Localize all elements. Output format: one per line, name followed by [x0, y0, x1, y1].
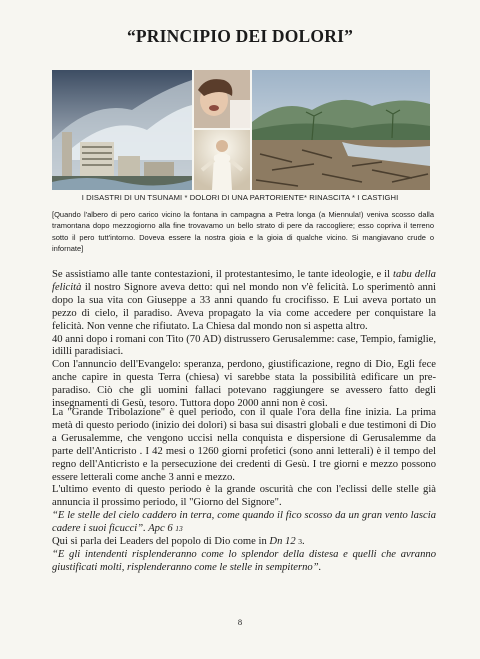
bracketed-note: [Quando l'albero di pero carico vicino la fontana in campagna a Petra longa (a Miennula!) veniva scosso dalla tramontana dopo mezzogiorno alla fine trovavamo un bello strato di pere da raccogliere; esso copriva il terreno sotto il pero tutt'intorno. Doveva essere la nostra gioia e la gioia di qualche vicino. Si mangiavano crude o infornate]: [52, 210, 434, 253]
page-number: 8: [237, 617, 243, 627]
paragraph-6-text: Qui si parla dei Leaders del popolo di Dio come in: [52, 536, 270, 548]
tsunami-photo: [52, 70, 192, 190]
collage-caption: I DISASTRI DI UN TSUNAMI * DOLORI DI UNA PARTORIENTE* RINASCITA * I CASTIGHI: [81, 193, 399, 202]
quote-1-text: “E le stelle del cielo caddero in terra, come quando il fico scosso da un gran vento lascia cadere i suoi ficucci”. Apc 6: [52, 510, 436, 535]
rebirth-photo: [194, 130, 250, 190]
paragraph-4: La "Grande Tribolazione" è quel periodo, con il quale l'ora della fine inizia. La prima metà di questo periodo (inizio dei dolori) si basa sui disastri globali e due testimoni di Dio a Gerusalemme, che vengono uccisi nella conquista e dispersione di Gerusalemme da parte dell'Anticristo . I 42 mesi o 1260 giorni profetici (sono anni letterali) è il tempo del regno dell'Anticristo e la persecuzione dei credenti di Gesù. I tre giorni e mezzo possono essere letterali come anche 3 anni e mezzo.: [52, 407, 436, 483]
paragraph-6-italic: Dn 12: [269, 536, 296, 548]
page-title: “PRINCIPIO DEI DOLORI”: [126, 26, 354, 46]
paragraph-1-text-b: il nostro Signore aveva detto: qui nel mondo non v'è felicità. Lo sperimentò anni dopo la sua vita con Giuseppe a 33 anni quando fu crocifisso. E Lui aveva portato un pezzo di cielo, il paradiso. Aveva propagato la via come accedere per conquistare la felicità. Non venne che rifiutato. La Chiesa dal mondo non si aspetta altro.: [52, 281, 436, 332]
paragraph-6-end: .: [302, 536, 305, 548]
paragraph-2: 40 anni dopo i romani con Tito (70 AD) distrussero Gerusalemme: case, Tempio, famiglie, idilli paradisiaci.: [52, 333, 436, 358]
photo-collage: [52, 70, 430, 190]
paragraph-6-ref: 3: [298, 537, 303, 547]
quote-2: “E gli intendenti risplenderanno come lo splendor della distesa e quelli che avranno giustificati molti, risplenderanno come le stelle in sempiterno”.: [52, 548, 436, 573]
paragraph-1-italic: tabu della felicità: [52, 269, 436, 293]
paragraph-5: L'ultimo evento di questo periodo è la grande oscurità che con l'eclissi delle stelle già annuncia il prossimo periodo, il "Giorno del Signore".: [52, 484, 436, 509]
woman-labour-photo: [194, 70, 250, 128]
quote-1-ref: 13: [175, 524, 183, 534]
paragraph-1: [52, 269, 436, 334]
paragraph-6: [52, 536, 436, 549]
paragraph-3: Con l'annuncio dell'Evangelo: speranza, perdono, giustificazione, regno di Dio, Egli fece anche capire in questa Terra (chiesa) vi sarebbe stata la possibilità edificare un pre-paradiso. Ciò che gli uomini fallaci potevano raggiungere se avessero fatto degli insegnamenti di Gesù, tesoro. Tuttora dopo 2000 anni non è così.: [52, 359, 436, 410]
body-section-2: [52, 407, 436, 575]
body-section-1: [52, 269, 436, 411]
paragraph-1-text-a: Se assistiamo alle tante contestazioni, il protestantesimo, le tante ideologie, e il: [52, 269, 394, 280]
devastation-photo: [252, 70, 430, 190]
quote-1: [52, 510, 436, 536]
